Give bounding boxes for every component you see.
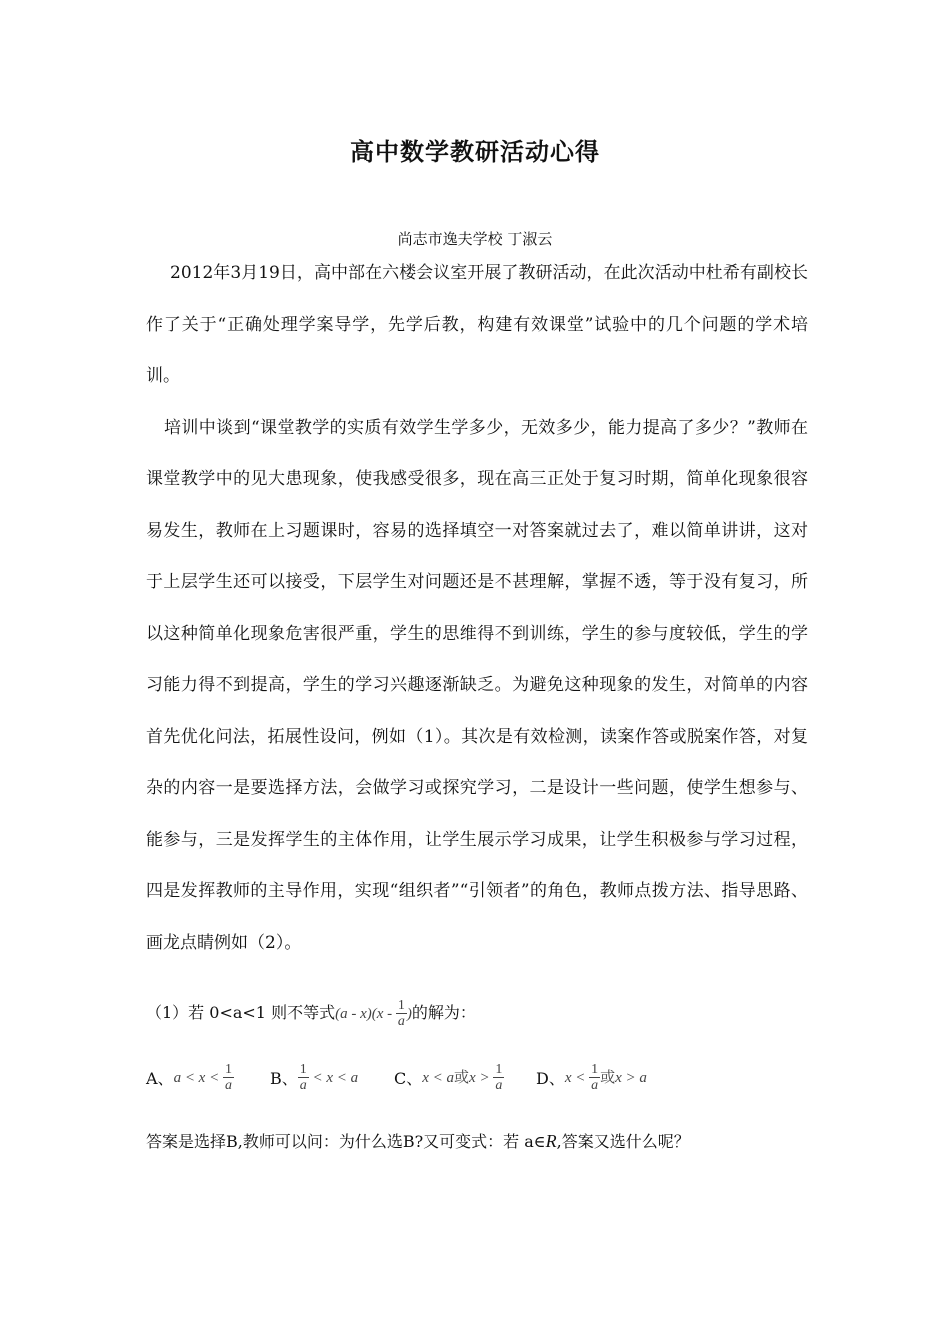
option-c [394,1062,504,1093]
option-label: B、 [270,1069,298,1088]
option-expr: < x < a [308,1070,359,1086]
answer-options [146,1062,808,1106]
fraction-denominator: a [591,1078,599,1093]
question-suffix: 的解为： [411,1003,476,1022]
option-expr-2: x > [469,1070,494,1086]
option-b [270,1062,358,1093]
fraction-denominator: a [495,1078,503,1093]
option-expr: x < a [422,1070,455,1086]
question-expr-right: ) [406,1006,412,1022]
fraction-numerator: 1 [495,1062,503,1077]
fraction-numerator: 1 [591,1062,599,1077]
option-a [146,1062,234,1093]
fraction-numerator: 1 [299,1062,307,1077]
fraction-denominator: a [299,1078,307,1093]
fraction-denominator: a [397,1014,405,1029]
option-label: C、 [394,1069,423,1088]
paragraph-intro: 2012年3月19日，高中部在六楼会议室开展了教研活动，在此次活动中杜希有副校长作了关于“正确处理学案导学，先学后教，构建有效课堂”试验中的几个问题的学术培训。 [146,263,808,386]
answer-text: 答案是选择B,教师可以问：为什么选B?又可变式：若 a∈ [146,1132,546,1151]
fraction-numerator: 1 [397,998,405,1013]
fraction-numerator: 1 [224,1062,232,1077]
option-fraction [493,1062,504,1093]
option-fraction [589,1062,600,1093]
answer-tail: ,答案又选什么呢？ [556,1132,690,1151]
option-expr-2: x > a [615,1070,647,1086]
option-or: 或 [600,1070,616,1086]
option-d [536,1062,647,1093]
real-set-symbol: R [545,1131,557,1151]
option-expr: x < [564,1070,590,1086]
author-line: 尚志市逸夫学校 丁淑云 [397,230,553,248]
option-label: A、 [146,1069,174,1088]
page-title: 高中数学教研活动心得 [350,137,600,166]
question-fraction [396,998,407,1029]
option-expr: a < x < [173,1070,223,1086]
option-fraction [223,1062,234,1093]
question-prefix: （1）若 0<a<1 则不等式 [146,1003,336,1022]
option-fraction [298,1062,309,1093]
paragraph-training: 培训中谈到“课堂教学的实质有效学生学多少，无效多少，能力提高了多少？”教师在课堂教学中的见大患现象，使我感受很多，现在高三正处于复习时期，简单化现象很容易发生，教师在上习题课时，容易的选择填空一对答案就过去了，难以简单讲讲，这对于上层学生还可以接受，下层学生对问题还是不甚理解，掌握不透，等于没有复习，所以这种简单化现象危害很严重，学生的思维得不到训练，学生的参与度较低，学生的学习能力得不到提高，学生的学习兴趣逐渐缺乏。为避免这种现象的发生，对简单的内容首先优化问法，拓展性设问，例如（1）。其次是有效检测，读案作答或脱案作答，对复杂的内容一是要选择方法，会做学习或探究学习，二是设计一些问题，使学生想参与、能参与，三是发挥学生的主体作用，让学生展示学习成果，让学生积极参与学习过程，四是发挥教师的主导作用，实现“组织者”“引领者”的角色，教师点拨方法、指导思路、画龙点睛例如（2）。 [146,417,808,953]
answer-line [146,1129,690,1152]
question-expr-left: (a - x)(x - [335,1006,396,1022]
fraction-denominator: a [224,1078,232,1093]
option-or: 或 [454,1070,470,1086]
option-label: D、 [536,1069,565,1088]
body-text [146,248,808,969]
